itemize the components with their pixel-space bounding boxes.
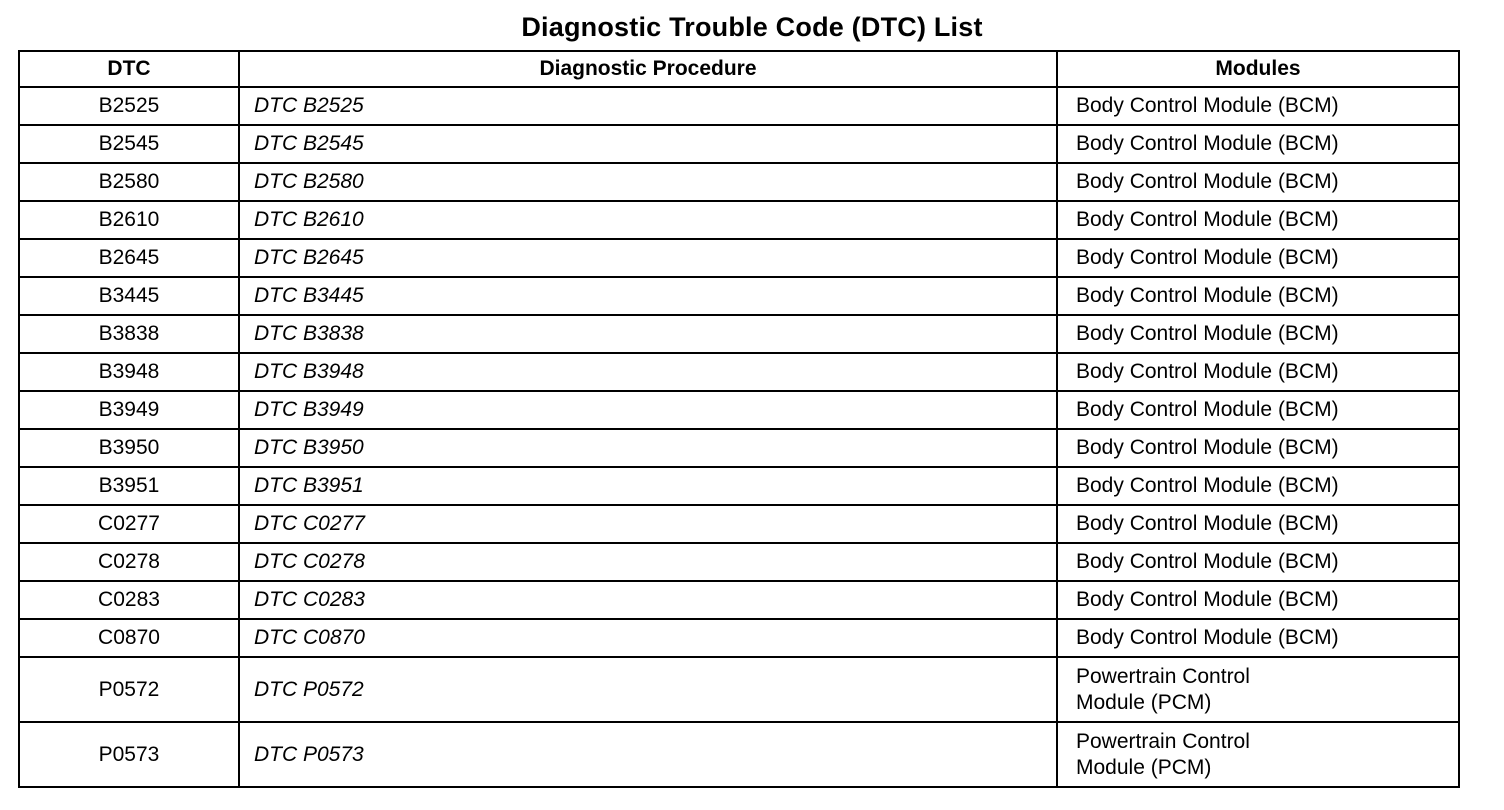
header-row [19, 51, 1459, 87]
diagnostic-procedure-cell: DTC P0572 [239, 657, 1057, 722]
diagnostic-procedure-cell: DTC B2545 [239, 125, 1057, 163]
table-row [19, 201, 1459, 239]
table-row [19, 353, 1459, 391]
dtc-code-cell: P0573 [19, 722, 239, 787]
table-row [19, 239, 1459, 277]
diagnostic-procedure-cell: DTC B3838 [239, 315, 1057, 353]
table-row [19, 277, 1459, 315]
module-cell: Body Control Module (BCM) [1057, 277, 1459, 315]
dtc-code-cell: B3951 [19, 467, 239, 505]
module-cell: Body Control Module (BCM) [1057, 125, 1459, 163]
module-line: Module (PCM) [1076, 755, 1212, 779]
dtc-table [18, 50, 1460, 788]
dtc-code-cell: B2525 [19, 87, 239, 125]
diagnostic-procedure-cell: DTC B2580 [239, 163, 1057, 201]
diagnostic-procedure-cell: DTC B2610 [239, 201, 1057, 239]
module-line: Powertrain Control [1076, 664, 1250, 688]
module-cell: Body Control Module (BCM) [1057, 353, 1459, 391]
table-row [19, 722, 1459, 787]
module-cell: Body Control Module (BCM) [1057, 543, 1459, 581]
module-cell: Body Control Module (BCM) [1057, 163, 1459, 201]
diagnostic-procedure-cell: DTC B3949 [239, 391, 1057, 429]
module-cell: Body Control Module (BCM) [1057, 87, 1459, 125]
module-cell: Body Control Module (BCM) [1057, 581, 1459, 619]
table-row [19, 429, 1459, 467]
dtc-code-cell: B2580 [19, 163, 239, 201]
module-cell [1057, 722, 1459, 787]
diagnostic-procedure-cell: DTC P0573 [239, 722, 1057, 787]
diagnostic-procedure-cell: DTC B3950 [239, 429, 1057, 467]
diagnostic-procedure-cell: DTC C0283 [239, 581, 1057, 619]
module-cell: Body Control Module (BCM) [1057, 619, 1459, 657]
dtc-code-cell: B3445 [19, 277, 239, 315]
module-cell: Body Control Module (BCM) [1057, 201, 1459, 239]
dtc-code-cell: C0277 [19, 505, 239, 543]
table-row [19, 125, 1459, 163]
table-row [19, 505, 1459, 543]
table-row [19, 467, 1459, 505]
table-row [19, 581, 1459, 619]
diagnostic-procedure-cell: DTC C0278 [239, 543, 1057, 581]
dtc-code-cell: C0283 [19, 581, 239, 619]
dtc-code-cell: B2545 [19, 125, 239, 163]
header-modules: Modules [1057, 51, 1459, 87]
module-line: Powertrain Control [1076, 729, 1250, 753]
diagnostic-procedure-cell: DTC B2645 [239, 239, 1057, 277]
table-row [19, 391, 1459, 429]
table-header [19, 51, 1459, 87]
dtc-code-cell: B3950 [19, 429, 239, 467]
module-cell [1057, 657, 1459, 722]
diagnostic-procedure-cell: DTC B3445 [239, 277, 1057, 315]
diagnostic-procedure-cell: DTC B3951 [239, 467, 1057, 505]
dtc-code-cell: P0572 [19, 657, 239, 722]
diagnostic-procedure-cell: DTC B2525 [239, 87, 1057, 125]
page-title: Diagnostic Trouble Code (DTC) List [521, 12, 983, 42]
module-cell: Body Control Module (BCM) [1057, 505, 1459, 543]
table-row [19, 657, 1459, 722]
table-row [19, 163, 1459, 201]
dtc-code-cell: C0278 [19, 543, 239, 581]
table-row [19, 87, 1459, 125]
module-cell: Body Control Module (BCM) [1057, 239, 1459, 277]
dtc-code-cell: C0870 [19, 619, 239, 657]
module-cell: Body Control Module (BCM) [1057, 391, 1459, 429]
dtc-code-cell: B3948 [19, 353, 239, 391]
module-cell: Body Control Module (BCM) [1057, 315, 1459, 353]
diagnostic-procedure-cell: DTC B3948 [239, 353, 1057, 391]
header-procedure: Diagnostic Procedure [239, 51, 1057, 87]
header-dtc: DTC [19, 51, 239, 87]
table-row [19, 619, 1459, 657]
dtc-code-cell: B2645 [19, 239, 239, 277]
module-line: Module (PCM) [1076, 690, 1212, 714]
table-row [19, 543, 1459, 581]
table-body [19, 87, 1459, 787]
diagnostic-procedure-cell: DTC C0870 [239, 619, 1057, 657]
diagnostic-procedure-cell: DTC C0277 [239, 505, 1057, 543]
module-cell: Body Control Module (BCM) [1057, 467, 1459, 505]
table-row [19, 315, 1459, 353]
dtc-code-cell: B3949 [19, 391, 239, 429]
dtc-code-cell: B3838 [19, 315, 239, 353]
dtc-code-cell: B2610 [19, 201, 239, 239]
module-cell: Body Control Module (BCM) [1057, 429, 1459, 467]
